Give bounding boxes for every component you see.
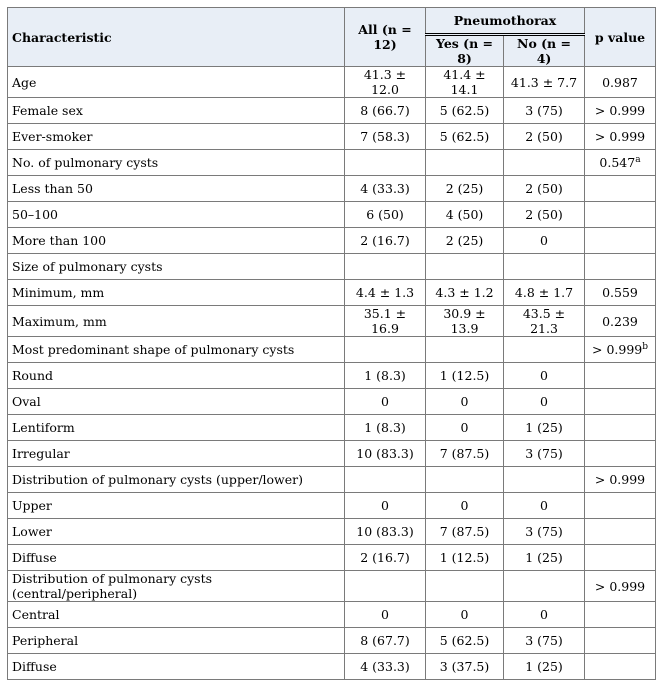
row-label	[8, 150, 345, 176]
row-label-text: Lower	[12, 524, 52, 539]
cell-no	[504, 306, 585, 337]
row-label-text: Maximum, mm	[12, 313, 107, 329]
cell-no-text: 0	[540, 607, 548, 622]
cell-all	[345, 545, 426, 571]
cell-yes	[426, 150, 504, 176]
table-row	[8, 654, 656, 680]
row-label	[8, 571, 345, 602]
cell-all-text: 10 (83.3)	[356, 524, 414, 539]
row-label	[8, 337, 345, 363]
cell-all	[345, 628, 426, 654]
row-label-text: Diffuse	[12, 659, 57, 674]
cell-all	[345, 571, 426, 602]
cell-all	[345, 306, 426, 337]
cell-no-text: 2 (50)	[525, 207, 563, 222]
row-label	[8, 67, 345, 98]
header-characteristic: Characteristic	[8, 8, 345, 67]
cell-no-text: 41.3 ± 7.7	[510, 74, 578, 90]
cell-p-value	[585, 337, 656, 363]
cell-no-text: 0	[540, 394, 548, 409]
cell-p-value	[585, 441, 656, 467]
row-label	[8, 415, 345, 441]
row-label	[8, 545, 345, 571]
cell-p-value	[585, 306, 656, 337]
cell-all	[345, 415, 426, 441]
cell-yes-text: 1 (12.5)	[439, 368, 490, 383]
cell-all	[345, 150, 426, 176]
cell-all	[345, 493, 426, 519]
table-row	[8, 493, 656, 519]
table-row	[8, 150, 656, 176]
header-no: No (n = 4)	[504, 35, 585, 67]
cell-p-value	[585, 389, 656, 415]
cell-p-value	[585, 254, 656, 280]
row-label	[8, 467, 345, 493]
cell-no	[504, 202, 585, 228]
cell-yes-text: 5 (62.5)	[439, 129, 490, 144]
cell-all	[345, 98, 426, 124]
cell-no	[504, 337, 585, 363]
cell-all-text: 1 (8.3)	[364, 368, 406, 383]
cell-p-value-text: > 0.999	[594, 578, 646, 594]
cell-all	[345, 519, 426, 545]
cell-no	[504, 467, 585, 493]
row-label	[8, 254, 345, 280]
cell-p-value	[585, 545, 656, 571]
row-label-text: Distribution of pulmonary cysts (central/peripheral)	[12, 571, 213, 601]
row-label-text: Round	[12, 368, 54, 383]
cell-p-value-text: 0.987	[602, 74, 638, 90]
cell-yes	[426, 254, 504, 280]
cell-no	[504, 98, 585, 124]
row-label-text: Diffuse	[12, 550, 57, 565]
cell-p-value	[585, 228, 656, 254]
cell-yes	[426, 389, 504, 415]
cell-yes	[426, 67, 504, 98]
cell-yes-text: 0	[460, 498, 469, 513]
cell-p-value	[585, 415, 656, 441]
cell-p-value	[585, 493, 656, 519]
cell-all	[345, 389, 426, 415]
header-p-value: p value	[585, 8, 656, 67]
row-label	[8, 602, 345, 628]
table-row	[8, 98, 656, 124]
row-label-text: Most predominant shape of pulmonary cysts	[12, 342, 295, 357]
row-label	[8, 363, 345, 389]
cell-all	[345, 280, 426, 306]
cell-no	[504, 280, 585, 306]
row-label-text: Size of pulmonary cysts	[12, 259, 163, 274]
row-label-text: Ever-smoker	[12, 129, 93, 144]
characteristics-table-container	[7, 7, 655, 674]
cell-all-text: 35.1 ± 16.9	[363, 306, 407, 336]
cell-no-text: 3 (75)	[525, 524, 563, 539]
cell-all	[345, 176, 426, 202]
row-label-text: Upper	[12, 498, 52, 513]
cell-all-text: 10 (83.3)	[356, 446, 414, 461]
cell-p-value-text: > 0.999	[594, 103, 646, 118]
table-row	[8, 337, 656, 363]
cell-p-value	[585, 67, 656, 98]
table-row	[8, 254, 656, 280]
cell-no	[504, 493, 585, 519]
row-label	[8, 176, 345, 202]
cell-yes-text: 5 (62.5)	[439, 103, 490, 118]
cell-all	[345, 124, 426, 150]
table-row	[8, 306, 656, 337]
cell-no	[504, 571, 585, 602]
cell-p-value	[585, 628, 656, 654]
cell-all-text: 41.3 ± 12.0	[363, 67, 407, 97]
cell-no-text: 2 (50)	[525, 181, 563, 196]
cell-yes-text: 2 (25)	[445, 181, 484, 196]
cell-yes	[426, 654, 504, 680]
table-row	[8, 602, 656, 628]
cell-yes	[426, 628, 504, 654]
cell-no-text: 2 (50)	[525, 129, 563, 144]
cell-no	[504, 441, 585, 467]
cell-yes	[426, 415, 504, 441]
cell-p-value	[585, 363, 656, 389]
cell-all-text: 0	[381, 607, 389, 622]
cell-p-value	[585, 202, 656, 228]
cell-yes-text: 0	[460, 394, 469, 409]
row-label-text: Central	[12, 607, 60, 622]
cell-p-value	[585, 571, 656, 602]
cell-yes-text: 4 (50)	[445, 207, 484, 222]
cell-yes-text: 7 (87.5)	[439, 524, 490, 539]
cell-all-text: 2 (16.7)	[360, 233, 410, 248]
cell-yes-text: 2 (25)	[445, 233, 484, 248]
cell-yes-text: 41.4 ± 14.1	[443, 67, 486, 97]
table-row	[8, 571, 656, 602]
cell-no	[504, 519, 585, 545]
cell-all-text: 0	[381, 394, 389, 409]
cell-all	[345, 654, 426, 680]
cell-yes	[426, 571, 504, 602]
row-label	[8, 228, 345, 254]
cell-yes	[426, 280, 504, 306]
cell-yes	[426, 337, 504, 363]
cell-no-text: 1 (25)	[525, 659, 563, 674]
cell-all	[345, 254, 426, 280]
header-row-top	[8, 8, 656, 35]
table-row	[8, 519, 656, 545]
cell-p-value-text: > 0.999	[594, 472, 646, 487]
row-label	[8, 202, 345, 228]
row-label-text: Oval	[12, 394, 41, 409]
cell-p-value-text: 0.559	[602, 285, 638, 300]
header-all: All (n = 12)	[345, 8, 426, 67]
row-label	[8, 389, 345, 415]
cell-no-text: 0	[540, 368, 548, 383]
table-row	[8, 363, 656, 389]
cell-no-text: 3 (75)	[525, 633, 563, 648]
cell-yes	[426, 176, 504, 202]
cell-no-text: 4.8 ± 1.7	[514, 285, 574, 300]
cell-all	[345, 602, 426, 628]
table-row	[8, 176, 656, 202]
cell-no	[504, 67, 585, 98]
cell-all-text: 4 (33.3)	[360, 181, 410, 196]
row-label-text: Minimum, mm	[12, 285, 105, 300]
cell-all-text: 4 (33.3)	[360, 659, 410, 674]
cell-all	[345, 363, 426, 389]
cell-all	[345, 67, 426, 98]
cell-yes	[426, 202, 504, 228]
table-row	[8, 545, 656, 571]
table-row	[8, 389, 656, 415]
row-label-text: Less than 50	[12, 181, 93, 196]
row-label-text: Distribution of pulmonary cysts (upper/lower)	[12, 472, 303, 487]
cell-no	[504, 124, 585, 150]
cell-all	[345, 202, 426, 228]
cell-no-text: 0	[540, 233, 548, 248]
cell-yes	[426, 493, 504, 519]
cell-yes-text: 4.3 ± 1.2	[435, 285, 494, 300]
cell-p-value	[585, 602, 656, 628]
cell-p-value-text: > 0.999	[594, 129, 646, 144]
cell-no-text: 1 (25)	[525, 550, 563, 565]
cell-p-value-text: > 0.999	[592, 342, 643, 357]
row-label	[8, 654, 345, 680]
cell-yes-text: 7 (87.5)	[439, 446, 490, 461]
cell-no-text: 3 (75)	[525, 446, 563, 461]
cell-p-value	[585, 98, 656, 124]
cell-yes	[426, 306, 504, 337]
cell-yes-text: 1 (12.5)	[439, 550, 490, 565]
cell-p-value	[585, 176, 656, 202]
cell-yes-text: 0	[460, 607, 469, 622]
cell-no	[504, 150, 585, 176]
table-row	[8, 280, 656, 306]
cell-yes	[426, 519, 504, 545]
cell-all-text: 7 (58.3)	[360, 129, 410, 144]
cell-all-text: 2 (16.7)	[360, 550, 410, 565]
cell-all	[345, 337, 426, 363]
cell-yes	[426, 467, 504, 493]
footnote-marker: b	[642, 341, 648, 352]
cell-no-text: 1 (25)	[525, 420, 563, 435]
row-label-text: 50–100	[12, 207, 59, 222]
row-label	[8, 519, 345, 545]
footnote-marker: a	[635, 154, 641, 165]
row-label	[8, 441, 345, 467]
characteristics-table	[7, 7, 656, 680]
cell-yes	[426, 441, 504, 467]
cell-all-text: 0	[381, 498, 389, 513]
table-row	[8, 441, 656, 467]
cell-no	[504, 389, 585, 415]
cell-yes	[426, 124, 504, 150]
cell-no	[504, 602, 585, 628]
header-pneumothorax: Pneumothorax	[426, 8, 585, 35]
cell-all-text: 6 (50)	[366, 207, 404, 222]
cell-p-value-text: 0.239	[602, 313, 638, 329]
row-label	[8, 628, 345, 654]
cell-yes	[426, 98, 504, 124]
cell-yes-text: 5 (62.5)	[439, 633, 490, 648]
cell-p-value	[585, 467, 656, 493]
cell-yes	[426, 602, 504, 628]
cell-no	[504, 628, 585, 654]
row-label	[8, 280, 345, 306]
table-body	[8, 67, 656, 680]
cell-p-value-text: 0.547	[599, 155, 636, 170]
row-label-text: More than 100	[12, 233, 107, 248]
row-label-text: Age	[12, 74, 37, 90]
row-label-text: Lentiform	[12, 420, 75, 435]
row-label	[8, 98, 345, 124]
cell-p-value	[585, 519, 656, 545]
cell-p-value	[585, 280, 656, 306]
table-row	[8, 467, 656, 493]
header-yes: Yes (n = 8)	[426, 35, 504, 67]
table-row	[8, 628, 656, 654]
cell-no-text: 0	[540, 498, 548, 513]
cell-all	[345, 467, 426, 493]
cell-p-value	[585, 124, 656, 150]
table-row	[8, 124, 656, 150]
cell-all-text: 8 (66.7)	[360, 103, 410, 118]
row-label	[8, 493, 345, 519]
cell-no	[504, 545, 585, 571]
table-header	[8, 8, 656, 67]
cell-all-text: 4.4 ± 1.3	[355, 285, 415, 300]
row-label	[8, 306, 345, 337]
cell-yes	[426, 545, 504, 571]
cell-no	[504, 415, 585, 441]
cell-yes-text: 30.9 ± 13.9	[443, 306, 486, 336]
cell-all	[345, 441, 426, 467]
cell-no-text: 43.5 ± 21.3	[522, 306, 566, 336]
cell-yes	[426, 363, 504, 389]
table-row	[8, 202, 656, 228]
cell-yes-text: 3 (37.5)	[439, 659, 490, 674]
cell-all-text: 8 (67.7)	[360, 633, 410, 648]
cell-yes-text: 0	[460, 420, 469, 435]
row-label-text: Peripheral	[12, 633, 79, 648]
cell-p-value	[585, 150, 656, 176]
row-label	[8, 124, 345, 150]
cell-no	[504, 654, 585, 680]
cell-no	[504, 176, 585, 202]
row-label-text: Irregular	[12, 446, 70, 461]
row-label-text: Female sex	[12, 103, 83, 118]
table-row	[8, 67, 656, 98]
table-row	[8, 415, 656, 441]
cell-p-value	[585, 654, 656, 680]
cell-no	[504, 228, 585, 254]
table-row	[8, 228, 656, 254]
cell-all-text: 1 (8.3)	[364, 420, 406, 435]
cell-no	[504, 254, 585, 280]
row-label-text: No. of pulmonary cysts	[12, 155, 159, 170]
cell-yes	[426, 228, 504, 254]
cell-all	[345, 228, 426, 254]
cell-no-text: 3 (75)	[525, 103, 563, 118]
cell-no	[504, 363, 585, 389]
